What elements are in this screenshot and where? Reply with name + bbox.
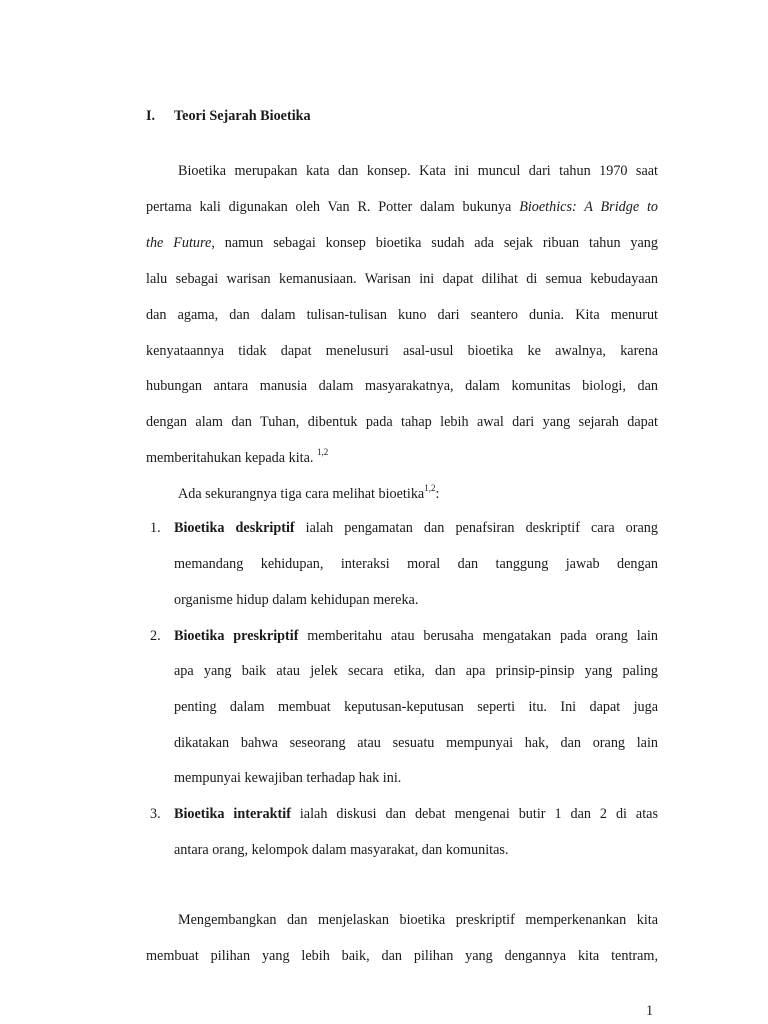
list-item-line (174, 518, 658, 538)
list-term: Bioetika preskriptif (174, 628, 299, 644)
text-span: memandang kehidupan, interaksi moral dan tanggung jawab dengan (174, 556, 658, 572)
list-item-line (174, 661, 658, 681)
page-number: 1 (646, 1003, 654, 1019)
paragraph-line (178, 484, 439, 504)
text-span: Mengembangkan dan menjelaskan bioetika preskriptif memperkenankan kita (178, 912, 658, 928)
book-title-italic: the Future (146, 235, 212, 251)
paragraph-line (146, 412, 658, 432)
paragraph-line (146, 448, 328, 468)
list-item-line (174, 590, 418, 610)
list-item-line (174, 768, 401, 788)
list-number: 1. (150, 520, 161, 536)
text-span: dengan alam dan Tuhan, dibentuk pada tahap lebih awal dari yang sejarah dapat (146, 414, 658, 430)
list-item-line (174, 804, 658, 824)
section-title: Teori Sejarah Bioetika (174, 108, 311, 124)
text-span: ialah diskusi dan debat mengenai butir 1 dan 2 di atas (290, 806, 658, 822)
text-span: dan agama, dan dalam tulisan-tulisan kuno dari seantero dunia. Kita menurut (146, 307, 658, 323)
list-item-line (174, 840, 508, 860)
paragraph-line (146, 341, 658, 361)
section-number: I. (146, 108, 156, 124)
book-title-italic: Bioethics: A Bridge to (519, 199, 658, 215)
paragraph-line (146, 269, 658, 289)
paragraph-line (178, 161, 658, 181)
text-span: mempunyai kewajiban terhadap hak ini. (174, 770, 402, 786)
paragraph-line (146, 376, 658, 396)
citation-superscript: 1,2 (424, 483, 436, 493)
text-span: lalu sebagai warisan kemanusiaan. Warisan ini dapat dilihat di semua kebudayaan (146, 271, 658, 287)
text-span: apa yang baik atau jelek secara etika, dan apa prinsip-pinsip yang paling (174, 663, 658, 679)
list-number: 2. (150, 628, 161, 644)
list-item-line (174, 626, 658, 646)
text-span: memberitahukan kepada kita. (146, 450, 317, 466)
text-span: : (435, 486, 440, 502)
text-span: membuat pilihan yang lebih baik, dan pilihan yang dengannya kita tentram, (146, 948, 658, 964)
paragraph-line (146, 197, 658, 217)
text-span: ialah pengamatan dan penafsiran deskriptif cara orang (294, 520, 658, 536)
text-span: kenyataannya tidak dapat menelusuri asal-usul bioetika ke awalnya, karena (146, 343, 658, 359)
list-item-line (174, 554, 658, 574)
citation-superscript: 1,2 (316, 447, 329, 457)
text-span: hubungan antara manusia dalam masyarakatnya, dalam komunitas biologi, dan (146, 378, 658, 394)
paragraph-line (146, 946, 658, 966)
list-item-line (174, 697, 658, 717)
list-term: Bioetika interaktif (174, 806, 291, 822)
text-span: pertama kali digunakan oleh Van R. Potter dalam bukunya (146, 199, 520, 215)
text-span: organisme hidup dalam kehidupan mereka. (174, 592, 419, 608)
list-number: 3. (150, 806, 161, 822)
text-span: Bioetika merupakan kata dan konsep. Kata ini muncul dari tahun 1970 saat (178, 163, 658, 179)
text-span: Ada sekurangnya tiga cara melihat bioetika (178, 486, 425, 502)
section-heading (146, 108, 311, 125)
text-span: penting dalam membuat keputusan-keputusan seperti itu. Ini dapat juga (174, 699, 658, 715)
text-span: antara orang, kelompok dalam masyarakat, dan komunitas. (174, 842, 509, 858)
text-span: dikatakan bahwa seseorang atau sesuatu mempunyai hak, dan orang lain (174, 735, 658, 751)
list-item-line (174, 733, 658, 753)
paragraph-line (146, 305, 658, 325)
paragraph-line (146, 233, 658, 253)
list-term: Bioetika deskriptif (174, 520, 295, 536)
text-span: memberitahu atau berusaha mengatakan pada orang lain (298, 628, 658, 644)
paragraph-line (178, 910, 658, 930)
text-span: , namun sebagai konsep bioetika sudah ada sejak ribuan tahun yang (211, 235, 658, 251)
